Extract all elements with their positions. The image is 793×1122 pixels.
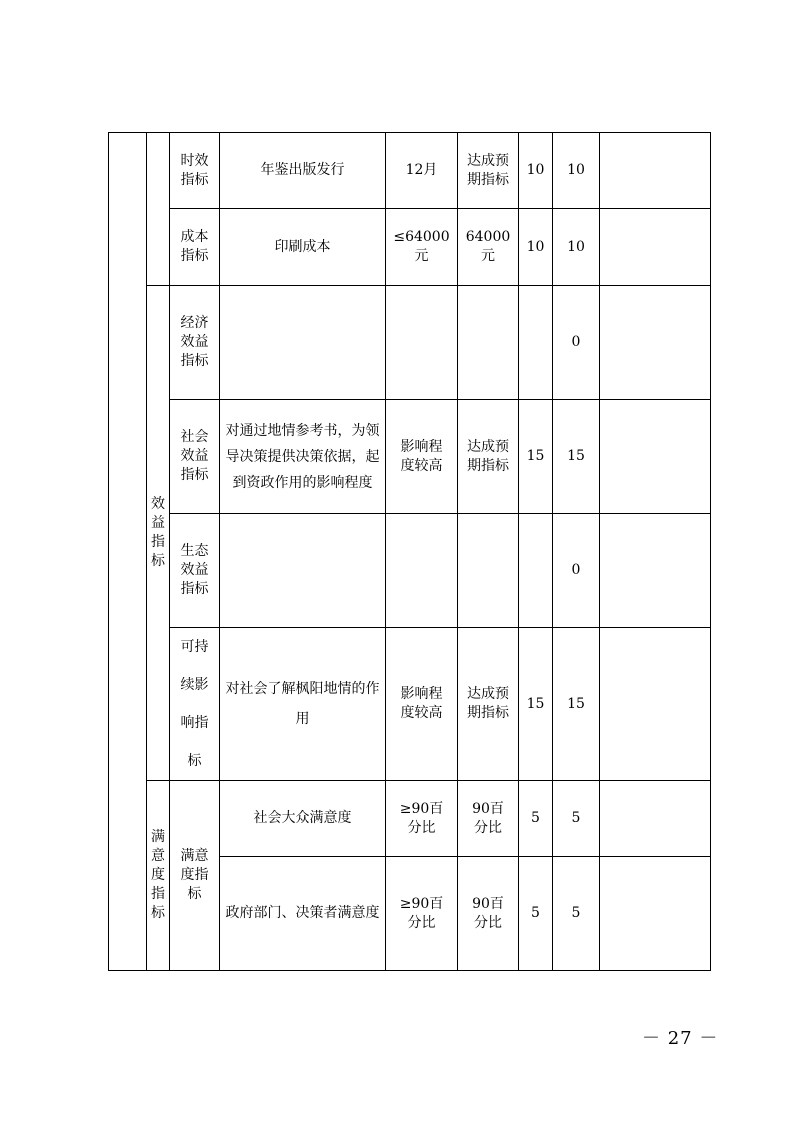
actual-score: 0 — [553, 286, 600, 400]
weight-score: 15 — [519, 400, 553, 514]
target-value — [386, 514, 458, 628]
actual-value: 90百 分比 — [458, 857, 519, 971]
remark-cell — [600, 781, 711, 857]
level2-indicator-cell — [147, 133, 170, 286]
level3-indicator: 社会 效益 指标 — [170, 400, 220, 514]
weight-score — [519, 514, 553, 628]
actual-value — [458, 286, 519, 400]
weight-score: 5 — [519, 857, 553, 971]
indicator-content: 年鉴出版发行 — [220, 133, 386, 209]
target-value: ≤64000 元 — [386, 209, 458, 286]
remark-cell — [600, 628, 711, 781]
weight-score: 10 — [519, 209, 553, 286]
weight-score — [519, 286, 553, 400]
weight-score: 10 — [519, 133, 553, 209]
target-value: 影响程 度较高 — [386, 400, 458, 514]
actual-score: 10 — [553, 209, 600, 286]
actual-score: 10 — [553, 133, 600, 209]
table-row — [109, 286, 711, 400]
remark-cell — [600, 400, 711, 514]
weight-score: 15 — [519, 628, 553, 781]
weight-score: 5 — [519, 781, 553, 857]
indicator-content — [220, 514, 386, 628]
table-row — [109, 133, 711, 209]
satisfaction-category: 满 意 度 指 标 — [147, 781, 170, 971]
performance-indicator-table — [108, 132, 711, 971]
actual-value: 90百 分比 — [458, 781, 519, 857]
table-row — [109, 514, 711, 628]
table-row — [109, 781, 711, 857]
actual-value: 64000 元 — [458, 209, 519, 286]
level3-indicator: 生态 效益 指标 — [170, 514, 220, 628]
indicator-content: 社会大众满意度 — [220, 781, 386, 857]
actual-value — [458, 514, 519, 628]
actual-score: 0 — [553, 514, 600, 628]
remark-cell — [600, 133, 711, 209]
target-value: 影响程 度较高 — [386, 628, 458, 781]
target-value: 12月 — [386, 133, 458, 209]
level3-indicator: 经济 效益 指标 — [170, 286, 220, 400]
actual-score: 5 — [553, 857, 600, 971]
remark-cell — [600, 209, 711, 286]
table-row — [109, 209, 711, 286]
level3-indicator: 成本 指标 — [170, 209, 220, 286]
target-value: ≥90百 分比 — [386, 857, 458, 971]
indicator-content: 政府部门、决策者满意度 — [220, 857, 386, 971]
indicator-content: 印刷成本 — [220, 209, 386, 286]
target-value: ≥90百 分比 — [386, 781, 458, 857]
actual-score: 15 — [553, 628, 600, 781]
table-row — [109, 628, 711, 781]
benefit-indicator-category: 效 益 指 标 — [147, 286, 170, 781]
indicator-content: 对通过地情参考书，为领导决策提供决策依据，起到资政作用的影响程度 — [220, 400, 386, 514]
level3-indicator: 可持 续影 响指 标 — [170, 628, 220, 781]
level3-indicator: 时效 指标 — [170, 133, 220, 209]
page-number: － 27 － — [642, 1028, 719, 1049]
target-value — [386, 286, 458, 400]
table-row — [109, 400, 711, 514]
level1-indicator-cell — [109, 133, 147, 971]
actual-score: 15 — [553, 400, 600, 514]
actual-score: 5 — [553, 781, 600, 857]
actual-value: 达成预 期指标 — [458, 400, 519, 514]
remark-cell — [600, 286, 711, 400]
remark-cell — [600, 514, 711, 628]
actual-value: 达成预 期指标 — [458, 133, 519, 209]
actual-value: 达成预 期指标 — [458, 628, 519, 781]
remark-cell — [600, 857, 711, 971]
indicator-content — [220, 286, 386, 400]
level3-indicator: 满意 度指 标 — [170, 781, 220, 971]
indicator-content: 对社会了解枫阳地情的作用 — [220, 628, 386, 781]
